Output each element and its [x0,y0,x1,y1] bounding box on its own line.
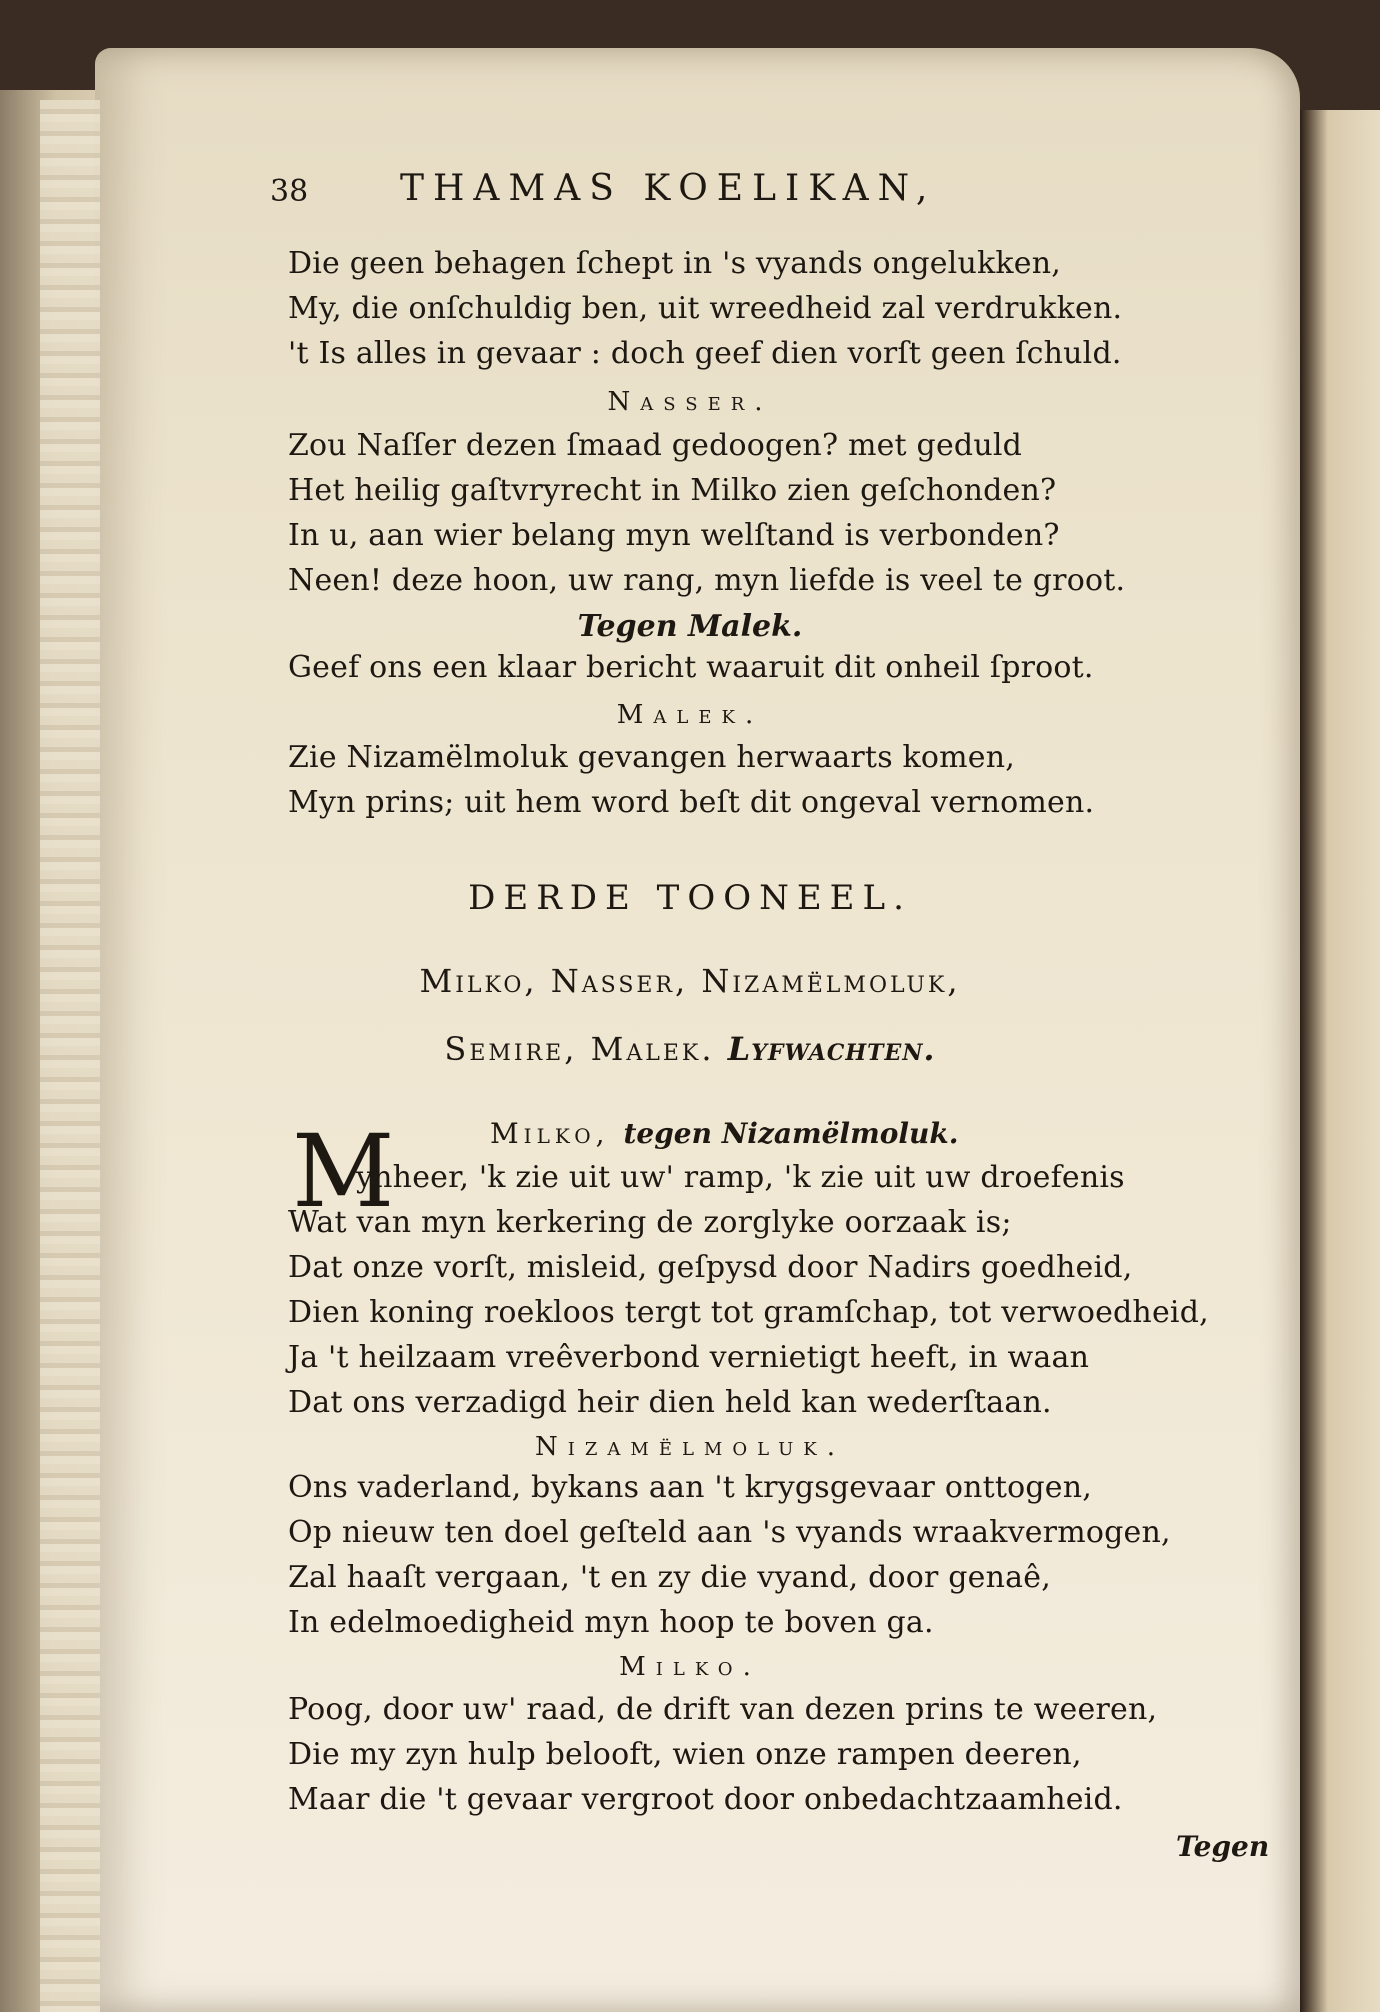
cast-names: Semire, Malek. [444,1030,715,1068]
verse-line: Die geen behagen ſchept in 's vyands ongelukken, [288,246,1061,281]
verse-line: Dat onze vorſt, misleid, geſpysd door Nadirs goedheid, [288,1250,1133,1285]
speaker-name: Nasser. [607,387,773,417]
verse-line: In u, aan wier belang myn welſtand is verbonden? [288,518,1060,553]
verse-line: Op nieuw ten doel geſteld aan 's vyands wraakvermogen, [288,1515,1171,1550]
speaker-name [490,1117,959,1150]
cast-guards: Lyfwachten. [727,1030,936,1068]
verse-line: Wat van myn kerkering de zorglyke oorzaak is; [288,1205,1012,1240]
verse-line: Zie Nizamëlmoluk gevangen herwaarts komen, [288,740,1016,775]
verse-line: My, die onſchuldig ben, uit wreedheid zal verdrukken. [288,291,1123,326]
speaker-name: Milko. [619,1652,761,1682]
verse-line: Zou Naſſer dezen ſmaad gedoogen? met geduld [288,428,1023,463]
verse-line: Zal haaſt vergaan, 't en zy die vyand, door genaê, [288,1560,1051,1595]
verse-line: Poog, door uw' raad, de drift van dezen prins te weeren, [288,1692,1158,1727]
verse-line: In edelmoedigheid myn hoop te boven ga. [288,1605,934,1640]
speaker-direction: tegen Nizamëlmoluk. [623,1117,959,1150]
cast-list [0,1030,1380,1068]
verse-line: Ons vaderland, bykans aan 't krygsgevaar onttogen, [288,1470,1092,1505]
verse-line: Neen! deze hoon, uw rang, myn liefde is veel te groot. [288,563,1126,598]
verse-line: Maar die 't gevaar vergroot door onbedachtzaamheid. [288,1782,1123,1817]
running-title: THAMAS KOELIKAN, [400,168,937,209]
verse-line: Geef ons een klaar bericht waaruit dit onheil ſproot. [288,650,1094,685]
page-number: 38 [270,174,309,209]
speaker-name: Malek. [616,700,764,730]
scene-title: DERDE TOONEEL. [468,878,912,918]
verse-line: Dat ons verzadigd heir dien held kan wederſtaan. [288,1385,1052,1420]
verse-line: Die my zyn hulp belooft, wien onze rampen deeren, [288,1737,1082,1772]
stage-direction: Tegen Malek. [577,609,803,644]
drop-cap: M [292,1113,395,1230]
verse-line: 't Is alles in gevaar : doch geef dien vorſt geen ſchuld. [288,336,1122,371]
speaker-milko: Milko, [490,1117,610,1150]
verse-line: Ja 't heilzaam vreêverbond vernietigt heeft, in waan [288,1340,1090,1375]
cast-list: Milko, Nasser, Nizamëlmoluk, [419,962,961,1000]
verse-line: Dien koning roekloos tergt tot gramſchap, tot verwoedheid, [288,1295,1209,1330]
verse-line: ynheer, 'k zie uit uw' ramp, 'k zie uit uw droefenis [356,1160,1125,1195]
speaker-name: Nizamëlmoluk. [535,1432,845,1462]
verse-line: Myn prins; uit hem word beſt dit ongeval vernomen. [288,785,1095,820]
catchword: Tegen [1176,1830,1270,1863]
verse-line: Het heilig gaſtvryrecht in Milko zien geſchonden? [288,473,1057,508]
